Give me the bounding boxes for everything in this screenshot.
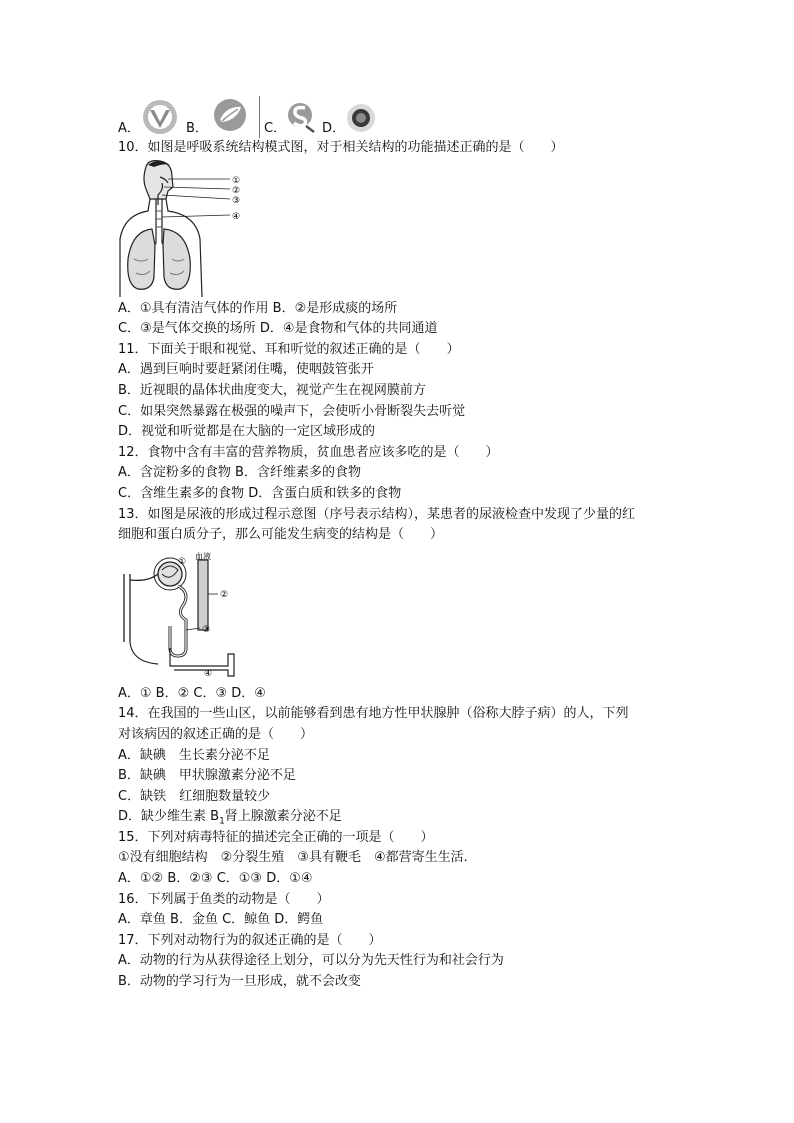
q11-stem: 11．下面关于眼和视觉、耳和听觉的叙述正确的是（ ） [118,341,460,357]
q13-stem-line2: 细胞和蛋白质分子，那么可能发生病变的结构是（ ） [118,527,444,543]
q14-stem-line1: 14．在我国的一些山区，以前能够看到患有地方性甲状腺肿（俗称大脖子病）的人，下列 [118,706,629,722]
q10-option-cd: C．③是气体交换的场所 D．④是食物和气体的共同通道 [118,321,438,337]
nephron-diagram [118,552,248,682]
q13-options: A．① B．② C．③ D．④ [118,685,266,701]
q17-stem: 17．下列对动物行为的叙述正确的是（ ） [118,932,382,948]
q12-stem: 12．食物中含有丰富的营养物质，贫血患者应该多吃的是（ ） [118,444,499,460]
q15-stem: 15．下列对病毒特征的描述完全正确的一项是（ ） [118,829,434,845]
q13-stem-line1: 13．如图是尿液的形成过程示意图（序号表示结构），某患者的尿液检查中发现了少量的红 [118,506,636,522]
q13-fig-label-1: ① [178,556,187,567]
q10-figure [118,159,698,299]
q13-fig-label-2: ② [220,589,229,600]
exam-page [118,96,698,993]
q12-option-cd: C．含维生素多的食物 D．含蛋白质和铁多的食物 [118,485,402,501]
q16-options: A．章鱼 B．金鱼 C．鲸鱼 D．鳄鱼 [118,912,324,928]
q13-fig-caption: 血液 [195,551,211,561]
q17-option-b: B．动物的学习行为一旦形成，就不会改变 [118,974,361,990]
q11-option-a: A．遇到巨响时要赶紧闭住嘴，使咽鼓管张开 [118,362,374,378]
q13-fig-label-3: ③ [202,624,211,635]
q10-fig-label-4: ④ [232,211,241,222]
q14-option-d-suffix: 肾上腺激素分泌不足 [224,809,342,825]
q12-option-ab: A．含淀粉多的食物 B．含纤维素多的食物 [118,465,361,481]
q14-option-d-prefix: D．缺少维生素 B [118,809,220,825]
q9-options [118,96,698,138]
q10-fig-label-3: ③ [232,195,241,206]
q11-option-d: D．视觉和听觉都是在大脑的一定区域形成的 [118,424,376,440]
respiratory-system-diagram [118,159,248,299]
q10-option-ab: A．①具有清洁气体的作用 B．②是形成痰的场所 [118,300,398,316]
q13-fig-label-4: ④ [204,668,213,679]
q15-options: A．①② B．②③ C．①③ D．①④ [118,871,313,887]
q15-items: ①没有细胞结构 ②分裂生殖 ③具有鞭毛 ④都营寄生生活． [118,850,477,866]
q14-option-d-subscript: 1 [219,816,225,827]
q9-divider [259,96,260,138]
q9-logo-c-s-mark [286,98,318,136]
q14-option-a: A．缺碘 生长素分泌不足 [118,747,270,763]
q14-option-d [118,807,698,828]
q9-option-c-label: C． [264,121,287,136]
q11-option-c: C．如果突然暴露在极强的噪声下，会使听小骨断裂失去听觉 [118,403,466,419]
q9-option-b-label: B． [186,121,208,136]
q10-fig-label-2: ② [232,185,241,196]
q10-fig-label-1: ① [232,175,241,186]
q17-option-a: A．动物的行为从获得途径上划分，可以分为先天性行为和社会行为 [118,953,504,969]
q11-option-b: B．近视眼的晶体状曲度变大，视觉产生在视网膜前方 [118,382,426,398]
q14-option-b: B．缺碘 甲状腺激素分泌不足 [118,768,296,784]
q10-stem: 10．如图是呼吸系统结构模式图，对于相关结构的功能描述正确的是（ ） [118,140,564,155]
q14-option-c: C．缺铁 红细胞数量较少 [118,788,271,804]
q9-option-a-label: A． [118,121,140,136]
q13-figure [118,552,698,684]
q9-option-d-label: D． [322,121,346,136]
q14-stem-line2: 对该病因的叙述正确的是（ ） [118,726,314,742]
q16-stem: 16．下列属于鱼类的动物是（ ） [118,891,330,907]
q9-logo-a-green-food [140,98,180,136]
q9-logo-b-leaf [208,96,252,136]
q9-logo-d-circle [344,100,378,136]
